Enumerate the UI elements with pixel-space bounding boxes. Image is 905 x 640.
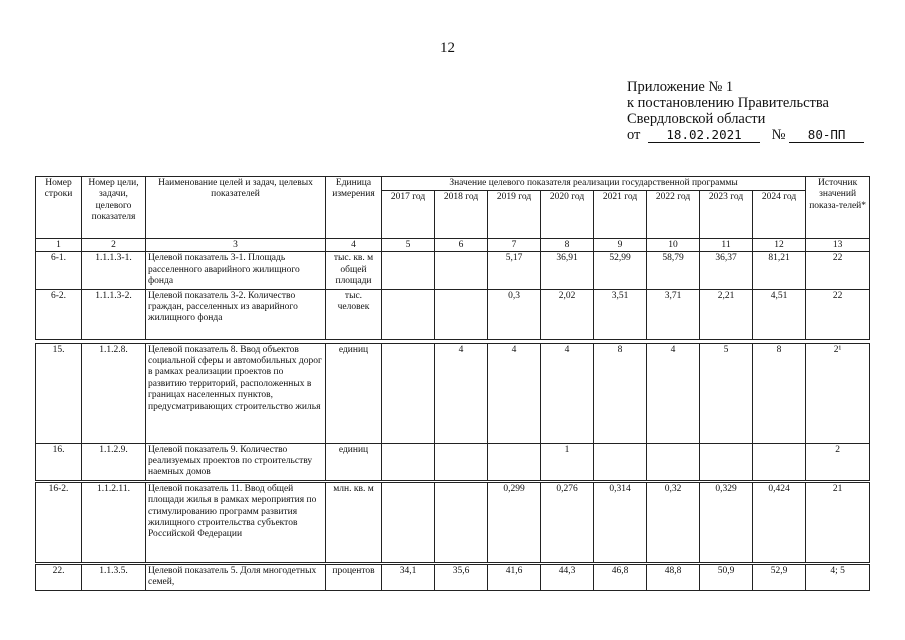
number-label: № xyxy=(771,127,786,143)
table-row xyxy=(36,343,870,443)
column-number: 9 xyxy=(594,239,647,252)
goal-code-cell: 1.1.2.11. xyxy=(82,482,146,562)
year-value-cell: 0,276 xyxy=(541,482,594,562)
table-row xyxy=(36,443,870,480)
header-year: 2023 год xyxy=(700,191,753,239)
year-value-cell: 4 xyxy=(647,343,700,443)
column-number: 7 xyxy=(488,239,541,252)
unit-cell: млн. кв. м xyxy=(326,482,382,562)
year-value-cell xyxy=(382,289,435,339)
indicator-name-cell: Целевой показатель 8. Ввод объектов социальной сферы и автомобильных дорог в рамках реализации проектов по развитию территорий, расположенных в границах населенных пунктов, предусматривающих строительство жилья xyxy=(146,343,326,443)
goal-code-cell: 1.1.2.9. xyxy=(82,443,146,480)
source-cell: 22 xyxy=(806,289,870,339)
header-source: Источник значений показа-телей* xyxy=(806,177,870,239)
year-value-cell xyxy=(488,443,541,480)
year-value-cell: 2,21 xyxy=(700,289,753,339)
header-row-number: Номер строки xyxy=(36,177,82,239)
row-number-cell: 22. xyxy=(36,564,82,590)
year-value-cell: 58,79 xyxy=(647,252,700,289)
year-value-cell: 4,51 xyxy=(753,289,806,339)
row-number-cell: 16-2. xyxy=(36,482,82,562)
table-row xyxy=(36,564,870,590)
year-value-cell: 4 xyxy=(435,343,488,443)
unit-cell: единиц xyxy=(326,343,382,443)
year-value-cell xyxy=(435,252,488,289)
year-value-cell: 1 xyxy=(541,443,594,480)
row-number-cell: 6-2. xyxy=(36,289,82,339)
header-row xyxy=(36,177,870,191)
year-value-cell: 5,17 xyxy=(488,252,541,289)
indicators-table xyxy=(35,176,870,591)
year-value-cell xyxy=(382,482,435,562)
year-value-cell: 0,329 xyxy=(700,482,753,562)
unit-cell: тыс. кв. м общей площади xyxy=(326,252,382,289)
column-number: 10 xyxy=(647,239,700,252)
column-number: 2 xyxy=(82,239,146,252)
column-number: 4 xyxy=(326,239,382,252)
column-number: 3 xyxy=(146,239,326,252)
header-year: 2018 год xyxy=(435,191,488,239)
unit-cell: тыс. человек xyxy=(326,289,382,339)
header-year: 2017 год xyxy=(382,191,435,239)
row-number-cell: 6-1. xyxy=(36,252,82,289)
unit-cell: единиц xyxy=(326,443,382,480)
header-year: 2022 год xyxy=(647,191,700,239)
goal-code-cell: 1.1.1.3-2. xyxy=(82,289,146,339)
row-number-cell: 16. xyxy=(36,443,82,480)
indicator-name-cell: Целевой показатель 3-1. Площадь расселенного аварийного жилищного фонда xyxy=(146,252,326,289)
source-cell: 21 xyxy=(806,482,870,562)
header-name: Наименование целей и задач, целевых показателей xyxy=(146,177,326,239)
year-value-cell xyxy=(647,443,700,480)
page-number: 12 xyxy=(440,40,455,56)
column-number: 12 xyxy=(753,239,806,252)
year-value-cell xyxy=(435,289,488,339)
header-year: 2021 год xyxy=(594,191,647,239)
year-value-cell xyxy=(753,443,806,480)
year-value-cell: 34,1 xyxy=(382,564,435,590)
year-value-cell: 52,99 xyxy=(594,252,647,289)
header-goal-number: Номер цели, задачи, целевого показателя xyxy=(82,177,146,239)
year-value-cell: 4 xyxy=(488,343,541,443)
column-number: 1 xyxy=(36,239,82,252)
year-value-cell: 5 xyxy=(700,343,753,443)
column-number: 11 xyxy=(700,239,753,252)
appendix-title: Приложение № 1 xyxy=(627,79,734,95)
header-year: 2020 год xyxy=(541,191,594,239)
source-cell: 4; 5 xyxy=(806,564,870,590)
column-number: 6 xyxy=(435,239,488,252)
year-value-cell: 4 xyxy=(541,343,594,443)
year-value-cell: 52,9 xyxy=(753,564,806,590)
year-value-cell xyxy=(435,482,488,562)
source-cell: 22 xyxy=(806,252,870,289)
row-number-cell: 15. xyxy=(36,343,82,443)
from-label: от xyxy=(627,127,641,143)
year-value-cell xyxy=(382,343,435,443)
table-row xyxy=(36,482,870,562)
year-value-cell: 48,8 xyxy=(647,564,700,590)
year-value-cell: 36,91 xyxy=(541,252,594,289)
header-year: 2024 год xyxy=(753,191,806,239)
year-value-cell: 81,21 xyxy=(753,252,806,289)
year-value-cell xyxy=(382,443,435,480)
year-value-cell: 41,6 xyxy=(488,564,541,590)
year-value-cell: 0,424 xyxy=(753,482,806,562)
header-values-group: Значение целевого показателя реализации государственной программы xyxy=(382,177,806,191)
year-value-cell: 36,37 xyxy=(700,252,753,289)
year-value-cell: 44,3 xyxy=(541,564,594,590)
year-value-cell: 3,71 xyxy=(647,289,700,339)
indicator-name-cell: Целевой показатель 11. Ввод общей площади жилья в рамках мероприятия по стимулированию программ развития жилищного строительства субъектов Российской Федерации xyxy=(146,482,326,562)
year-value-cell: 35,6 xyxy=(435,564,488,590)
year-value-cell: 46,8 xyxy=(594,564,647,590)
source-cell: 2 xyxy=(806,443,870,480)
year-value-cell xyxy=(700,443,753,480)
column-numbers-row xyxy=(36,239,870,252)
year-value-cell xyxy=(594,443,647,480)
source-cell: 2¹ xyxy=(806,343,870,443)
column-number: 5 xyxy=(382,239,435,252)
year-value-cell: 8 xyxy=(594,343,647,443)
year-value-cell: 50,9 xyxy=(700,564,753,590)
year-value-cell: 0,3 xyxy=(488,289,541,339)
year-value-cell xyxy=(382,252,435,289)
column-number: 8 xyxy=(541,239,594,252)
appendix-block xyxy=(627,79,864,143)
indicator-name-cell: Целевой показатель 9. Количество реализуемых проектов по строительству наемных домов xyxy=(146,443,326,480)
appendix-line-region: Свердловской области xyxy=(627,111,766,127)
decree-number: 80-ПП xyxy=(789,128,864,143)
decree-date: 18.02.2021 xyxy=(648,128,760,143)
year-value-cell: 2,02 xyxy=(541,289,594,339)
year-value-cell: 0,314 xyxy=(594,482,647,562)
indicator-name-cell: Целевой показатель 5. Доля многодетных семей, xyxy=(146,564,326,590)
table-row xyxy=(36,289,870,339)
goal-code-cell: 1.1.3.5. xyxy=(82,564,146,590)
goal-code-cell: 1.1.1.3-1. xyxy=(82,252,146,289)
unit-cell: процентов xyxy=(326,564,382,590)
goal-code-cell: 1.1.2.8. xyxy=(82,343,146,443)
header-unit: Единица измерения xyxy=(326,177,382,239)
column-number: 13 xyxy=(806,239,870,252)
year-value-cell: 0,32 xyxy=(647,482,700,562)
appendix-date-row xyxy=(627,127,864,143)
year-value-cell xyxy=(435,443,488,480)
year-value-cell: 0,299 xyxy=(488,482,541,562)
table-row xyxy=(36,252,870,289)
year-value-cell: 8 xyxy=(753,343,806,443)
header-year: 2019 год xyxy=(488,191,541,239)
year-value-cell: 3,51 xyxy=(594,289,647,339)
appendix-line-decree: к постановлению Правительства xyxy=(627,95,829,111)
indicator-name-cell: Целевой показатель 3-2. Количество граждан, расселенных из аварийного жилищного фонда xyxy=(146,289,326,339)
